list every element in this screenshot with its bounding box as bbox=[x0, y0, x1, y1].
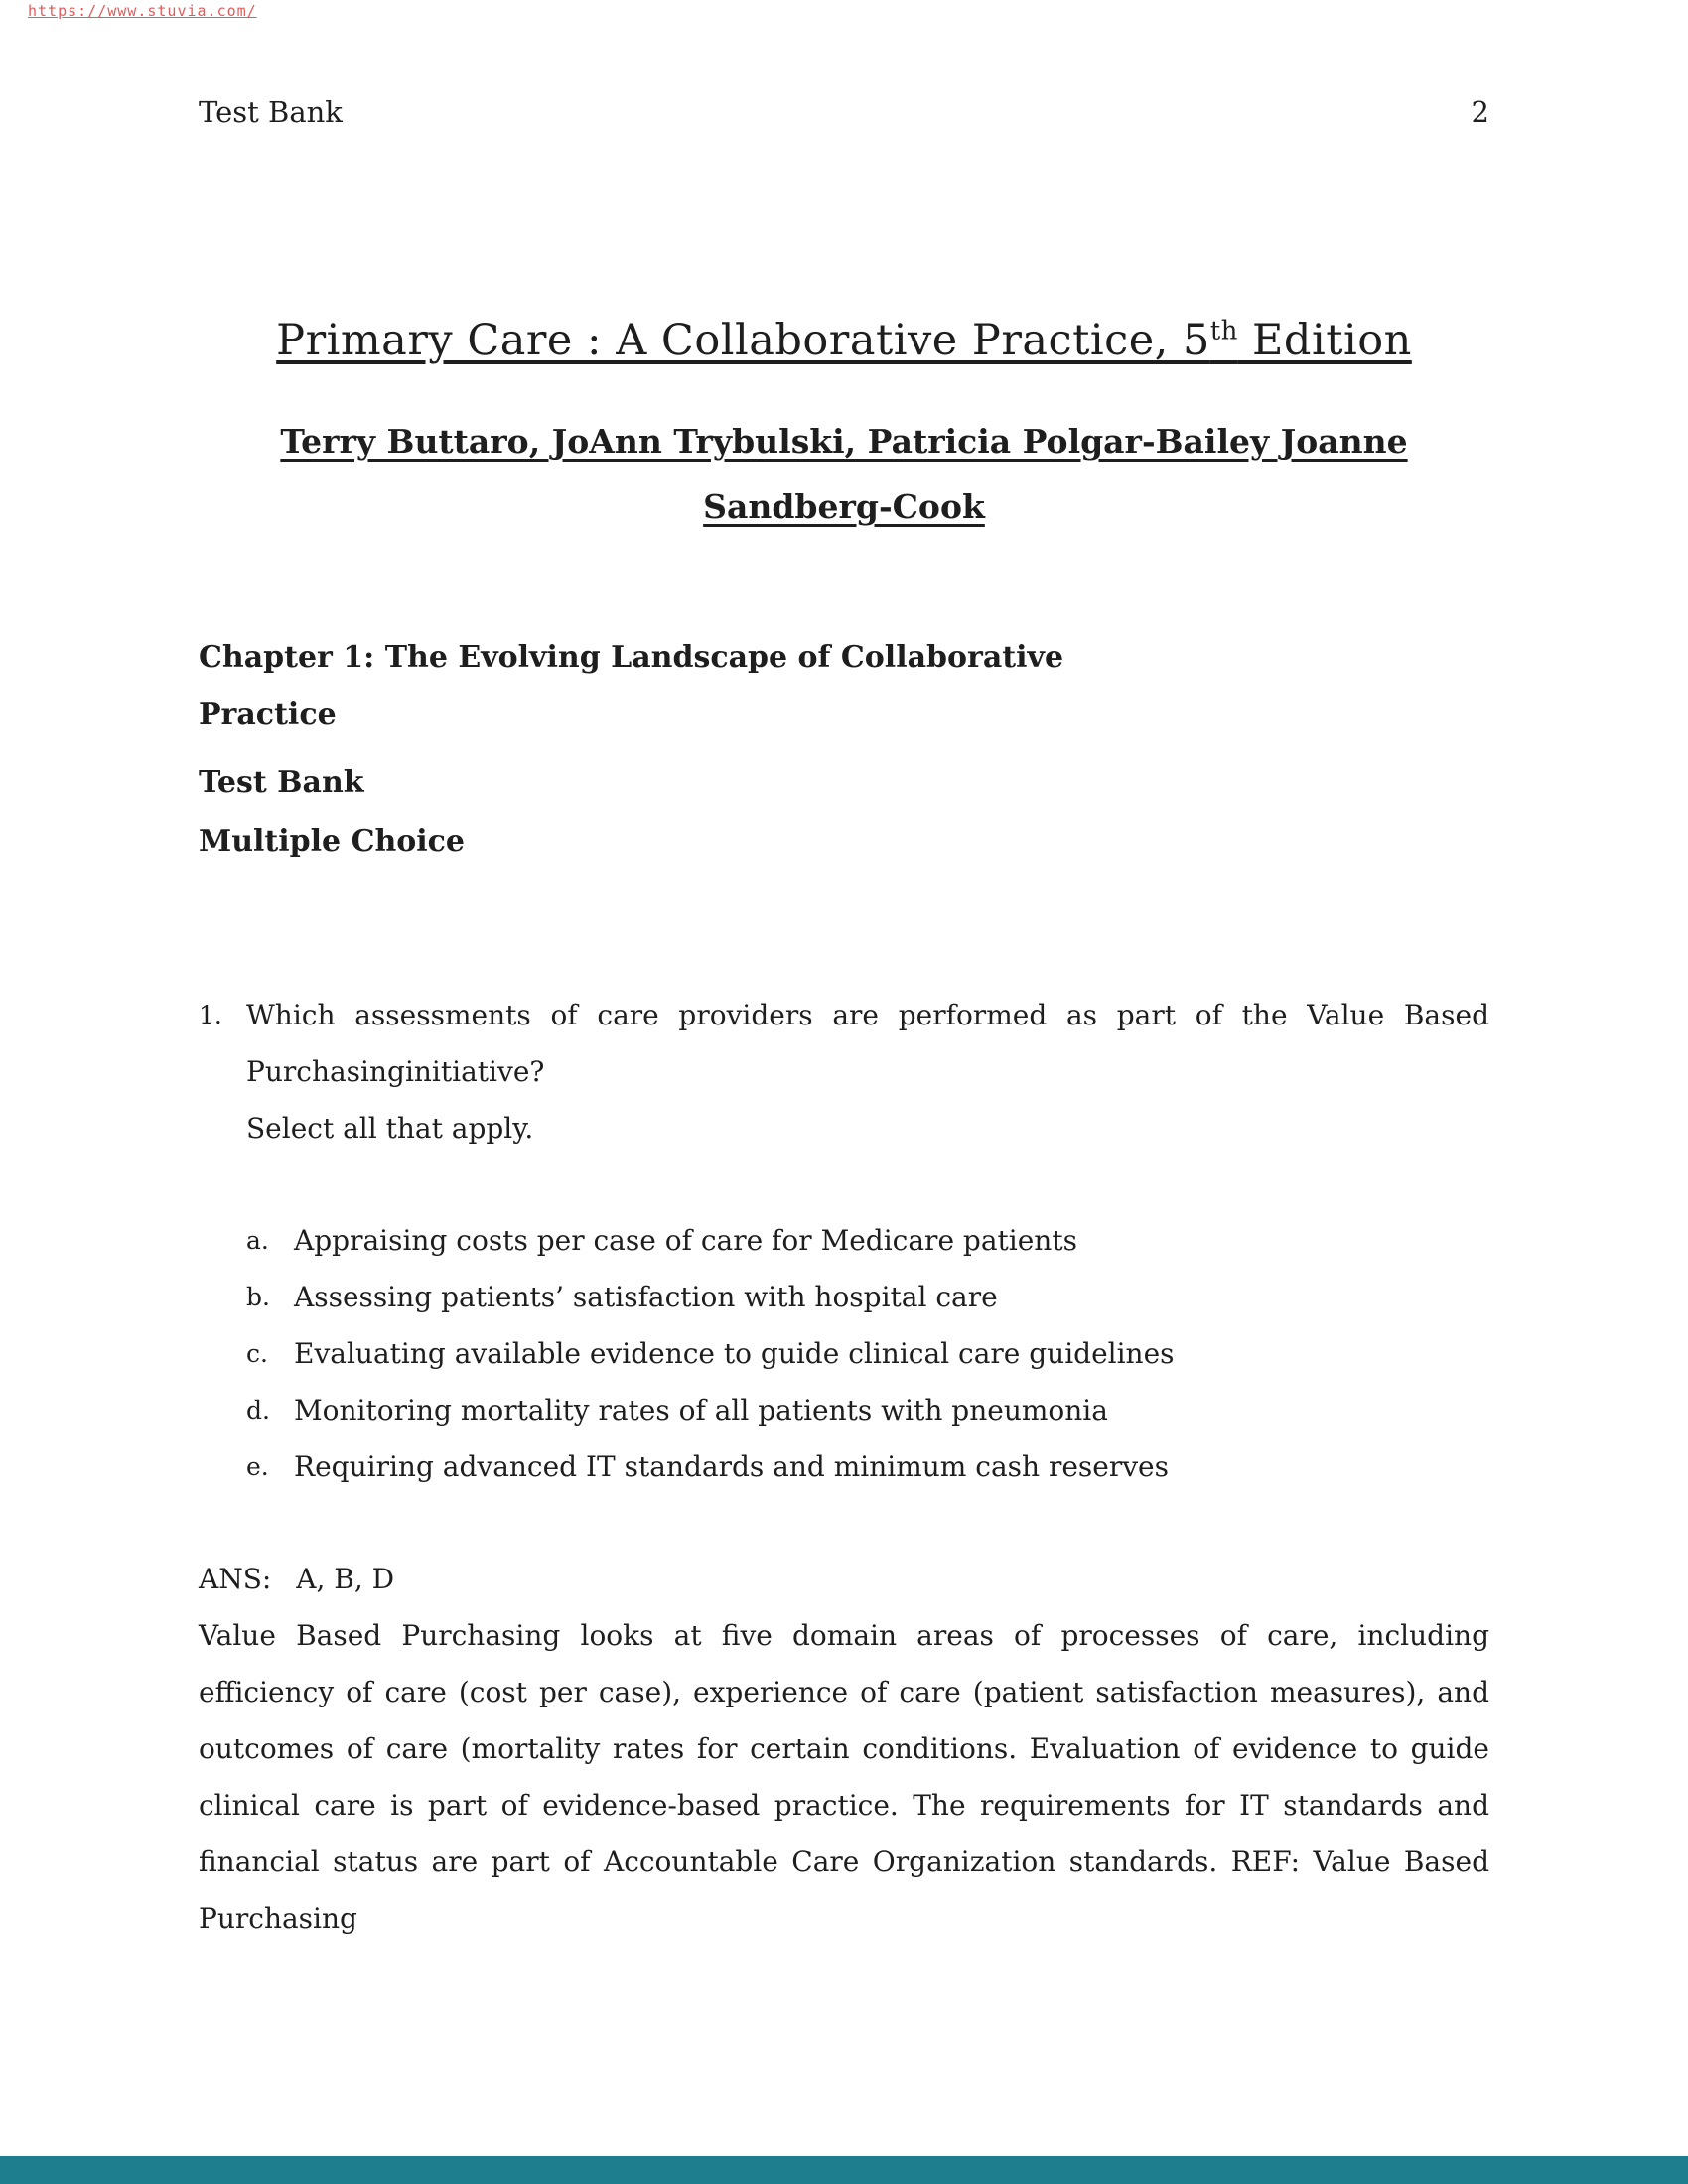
option-e bbox=[246, 1438, 1489, 1495]
option-b bbox=[246, 1269, 1489, 1325]
footer-accent-bar bbox=[0, 2156, 1688, 2184]
authors-line-2: Sandberg-Cook bbox=[703, 487, 985, 526]
option-b-text: Assessing patients’ satisfaction with hospital care bbox=[294, 1281, 998, 1313]
option-d-letter: d. bbox=[246, 1396, 270, 1425]
option-c bbox=[246, 1325, 1489, 1382]
authors-line-1: Terry Buttaro, JoAnn Trybulski, Patricia Polgar-Bailey Joanne bbox=[280, 422, 1408, 461]
chapter-heading-line-2: Practice bbox=[199, 697, 337, 732]
option-e-text: Requiring advanced IT standards and minimum cash reserves bbox=[294, 1450, 1169, 1483]
option-a-letter: a. bbox=[246, 1226, 269, 1255]
option-d bbox=[246, 1382, 1489, 1438]
option-a-text: Appraising costs per case of care for Medicare patients bbox=[294, 1224, 1077, 1257]
authors-heading bbox=[199, 409, 1489, 540]
chapter-heading bbox=[199, 629, 1489, 743]
option-b-letter: b. bbox=[246, 1283, 270, 1311]
section-headings bbox=[199, 754, 1489, 870]
question-1 bbox=[199, 987, 1489, 1157]
watermark-url-link[interactable]: https://www.stuvia.com/ bbox=[28, 2, 257, 20]
answer-line bbox=[199, 1551, 1489, 1607]
option-d-text: Monitoring mortality rates of all patients with pneumonia bbox=[294, 1394, 1108, 1427]
page-header bbox=[199, 0, 1489, 129]
answer-label: ANS: bbox=[199, 1563, 272, 1595]
chapter-heading-line-1: Chapter 1: The Evolving Landscape of Collaborative bbox=[199, 640, 1064, 675]
option-a bbox=[246, 1212, 1489, 1269]
option-e-letter: e. bbox=[246, 1452, 269, 1481]
test-bank-heading: Test Bank bbox=[199, 765, 364, 800]
answer-explanation: Value Based Purchasing looks at five domain areas of processes of care, including efficiency of care (cost per case), experience of care (patient satisfaction measures), and outcomes of care (mortality rates for certain conditions. Evaluation of evidence to guide clinical care is part of evidence-based practice. The requirements for IT standards and financial status are part of Accountable Care Organization standards. REF: Value Based Purchasing bbox=[199, 1619, 1489, 1935]
page-number: 2 bbox=[1471, 95, 1489, 129]
option-c-text: Evaluating available evidence to guide clinical care guidelines bbox=[294, 1337, 1175, 1370]
header-running-title: Test Bank bbox=[199, 95, 343, 129]
answer-options-list bbox=[246, 1212, 1489, 1495]
question-number: 1. bbox=[199, 1001, 222, 1029]
document-title-text: Primary Care : A Collaborative Practice, 5th Edition bbox=[276, 316, 1412, 365]
edition-superscript: th bbox=[1209, 316, 1238, 346]
option-c-letter: c. bbox=[246, 1339, 268, 1368]
select-all-instruction: Select all that apply. bbox=[246, 1112, 534, 1145]
multiple-choice-heading: Multiple Choice bbox=[199, 824, 466, 859]
question-text: Which assessments of care providers are performed as part of the Value Based Purchasinginitiative? bbox=[246, 999, 1489, 1088]
answer-value: A, B, D bbox=[296, 1563, 395, 1595]
document-title bbox=[199, 316, 1489, 365]
question-body bbox=[246, 987, 1489, 1157]
